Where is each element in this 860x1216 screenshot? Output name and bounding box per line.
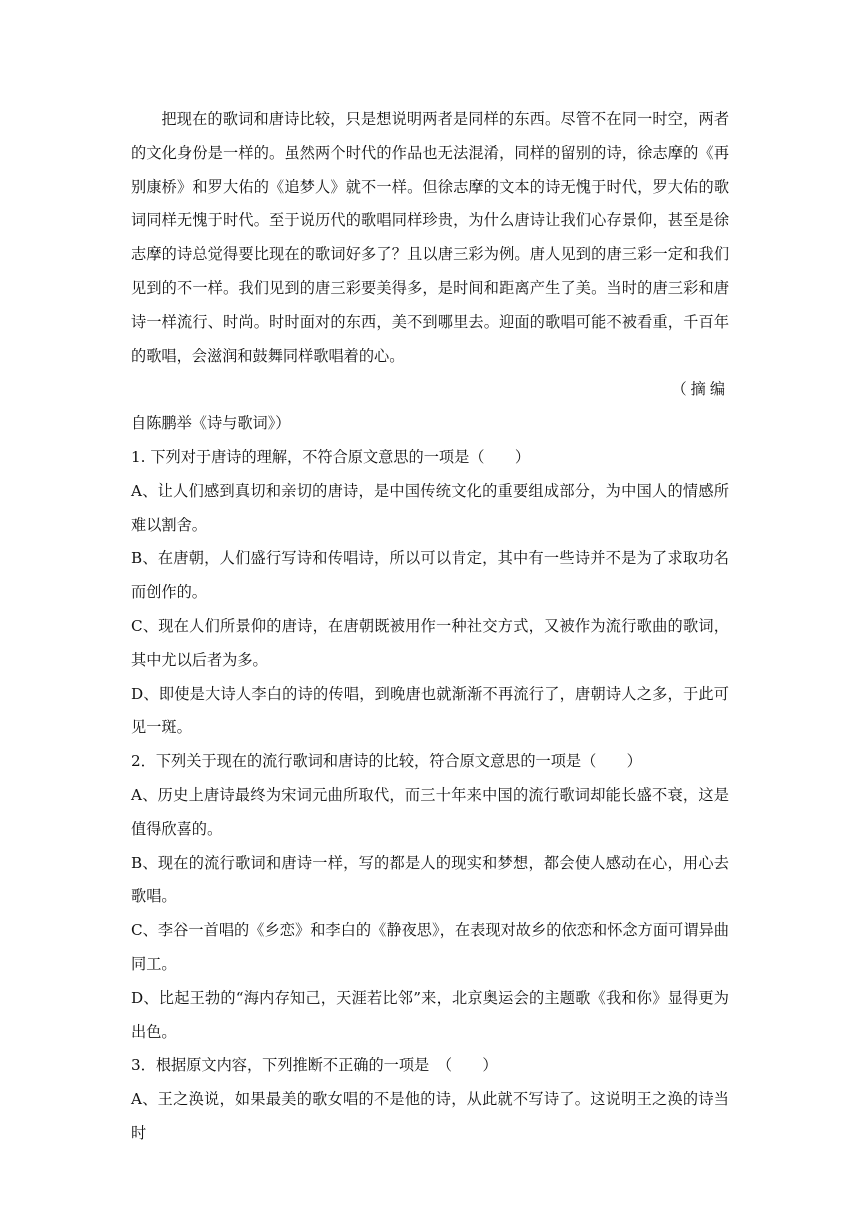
source-citation-line-2: 自陈鹏举《诗与歌词》） bbox=[131, 414, 291, 433]
question-1-option-d: D、即使是大诗人李白的诗的传唱，到晚唐也就渐渐不再流行了，唐朝诗人之多，于此可见一斑。 bbox=[131, 684, 729, 737]
question-2-option-c: C、李谷一首唱的《乡恋》和李白的《静夜思》，在表现对故乡的依恋和怀念方面可谓异曲同工。 bbox=[131, 921, 729, 973]
source-citation-line-1: （摘编 bbox=[671, 380, 729, 399]
question-3-stem: 3．根据原文内容，下列推断不正确的一项是 （ ） bbox=[131, 1056, 498, 1075]
question-1-option-a: A、让人们感到真切和亲切的唐诗，是中国传统文化的重要组成部分，为中国人的情感所难以割舍。 bbox=[131, 481, 729, 534]
question-1-stem: 1. 下列对于唐诗的理解，不符合原文意思的一项是（ ） bbox=[131, 447, 531, 466]
question-2-option-b: B、现在的流行歌词和唐诗一样，写的都是人的现实和梦想，都会使人感动在心，用心去歌唱。 bbox=[131, 853, 729, 906]
question-3-option-a: A、王之涣说，如果最美的歌女唱的不是他的诗，从此就不写诗了。这说明王之涣的诗当时 bbox=[131, 1090, 729, 1142]
document-body bbox=[131, 103, 729, 1151]
question-2-option-d: D、比起王勃的“海内存知己，天涯若比邻”来，北京奥运会的主题歌《我和你》显得更为出色。 bbox=[131, 988, 729, 1041]
question-1-option-c: C、现在人们所景仰的唐诗，在唐朝既被用作一种社交方式，又被作为流行歌曲的歌词，其中尤以后者为多。 bbox=[131, 616, 729, 669]
passage-paragraph: 把现在的歌词和唐诗比较，只是想说明两者是同样的东西。尽管不在同一时空，两者的文化身份是一样的。虽然两个时代的作品也无法混淆，同样的留别的诗，徐志摩的《再别康桥》和罗大佑的《追梦人》就不一样。但徐志摩的文本的诗无愧于时代，罗大佑的歌词同样无愧于时代。至于说历代的歌唱同样珍贵，为什么唐诗让我们心存景仰，甚至是徐志摩的诗总觉得要比现在的歌词好多了？且以唐三彩为例。唐人见到的唐三彩一定和我们见到的不一样。我们见到的唐三彩要美得多，是时间和距离产生了美。当时的唐三彩和唐诗一样流行、时尚。时时面对的东西，美不到哪里去。迎面的歌唱可能不被看重，千百年的歌唱，会滋润和鼓舞同样歌唱着的心。 bbox=[131, 110, 729, 365]
question-1-option-b: B、在唐朝，人们盛行写诗和传唱诗，所以可以肯定，其中有一些诗并不是为了求取功名而创作的。 bbox=[131, 549, 729, 602]
question-2-stem: 2．下列关于现在的流行歌词和唐诗的比较，符合原文意思的一项是（ ） bbox=[131, 752, 642, 771]
question-2-option-a: A、历史上唐诗最终为宋词元曲所取代，而三十年来中国的流行歌词却能长盛不衰，这是值得欣喜的。 bbox=[131, 785, 729, 838]
